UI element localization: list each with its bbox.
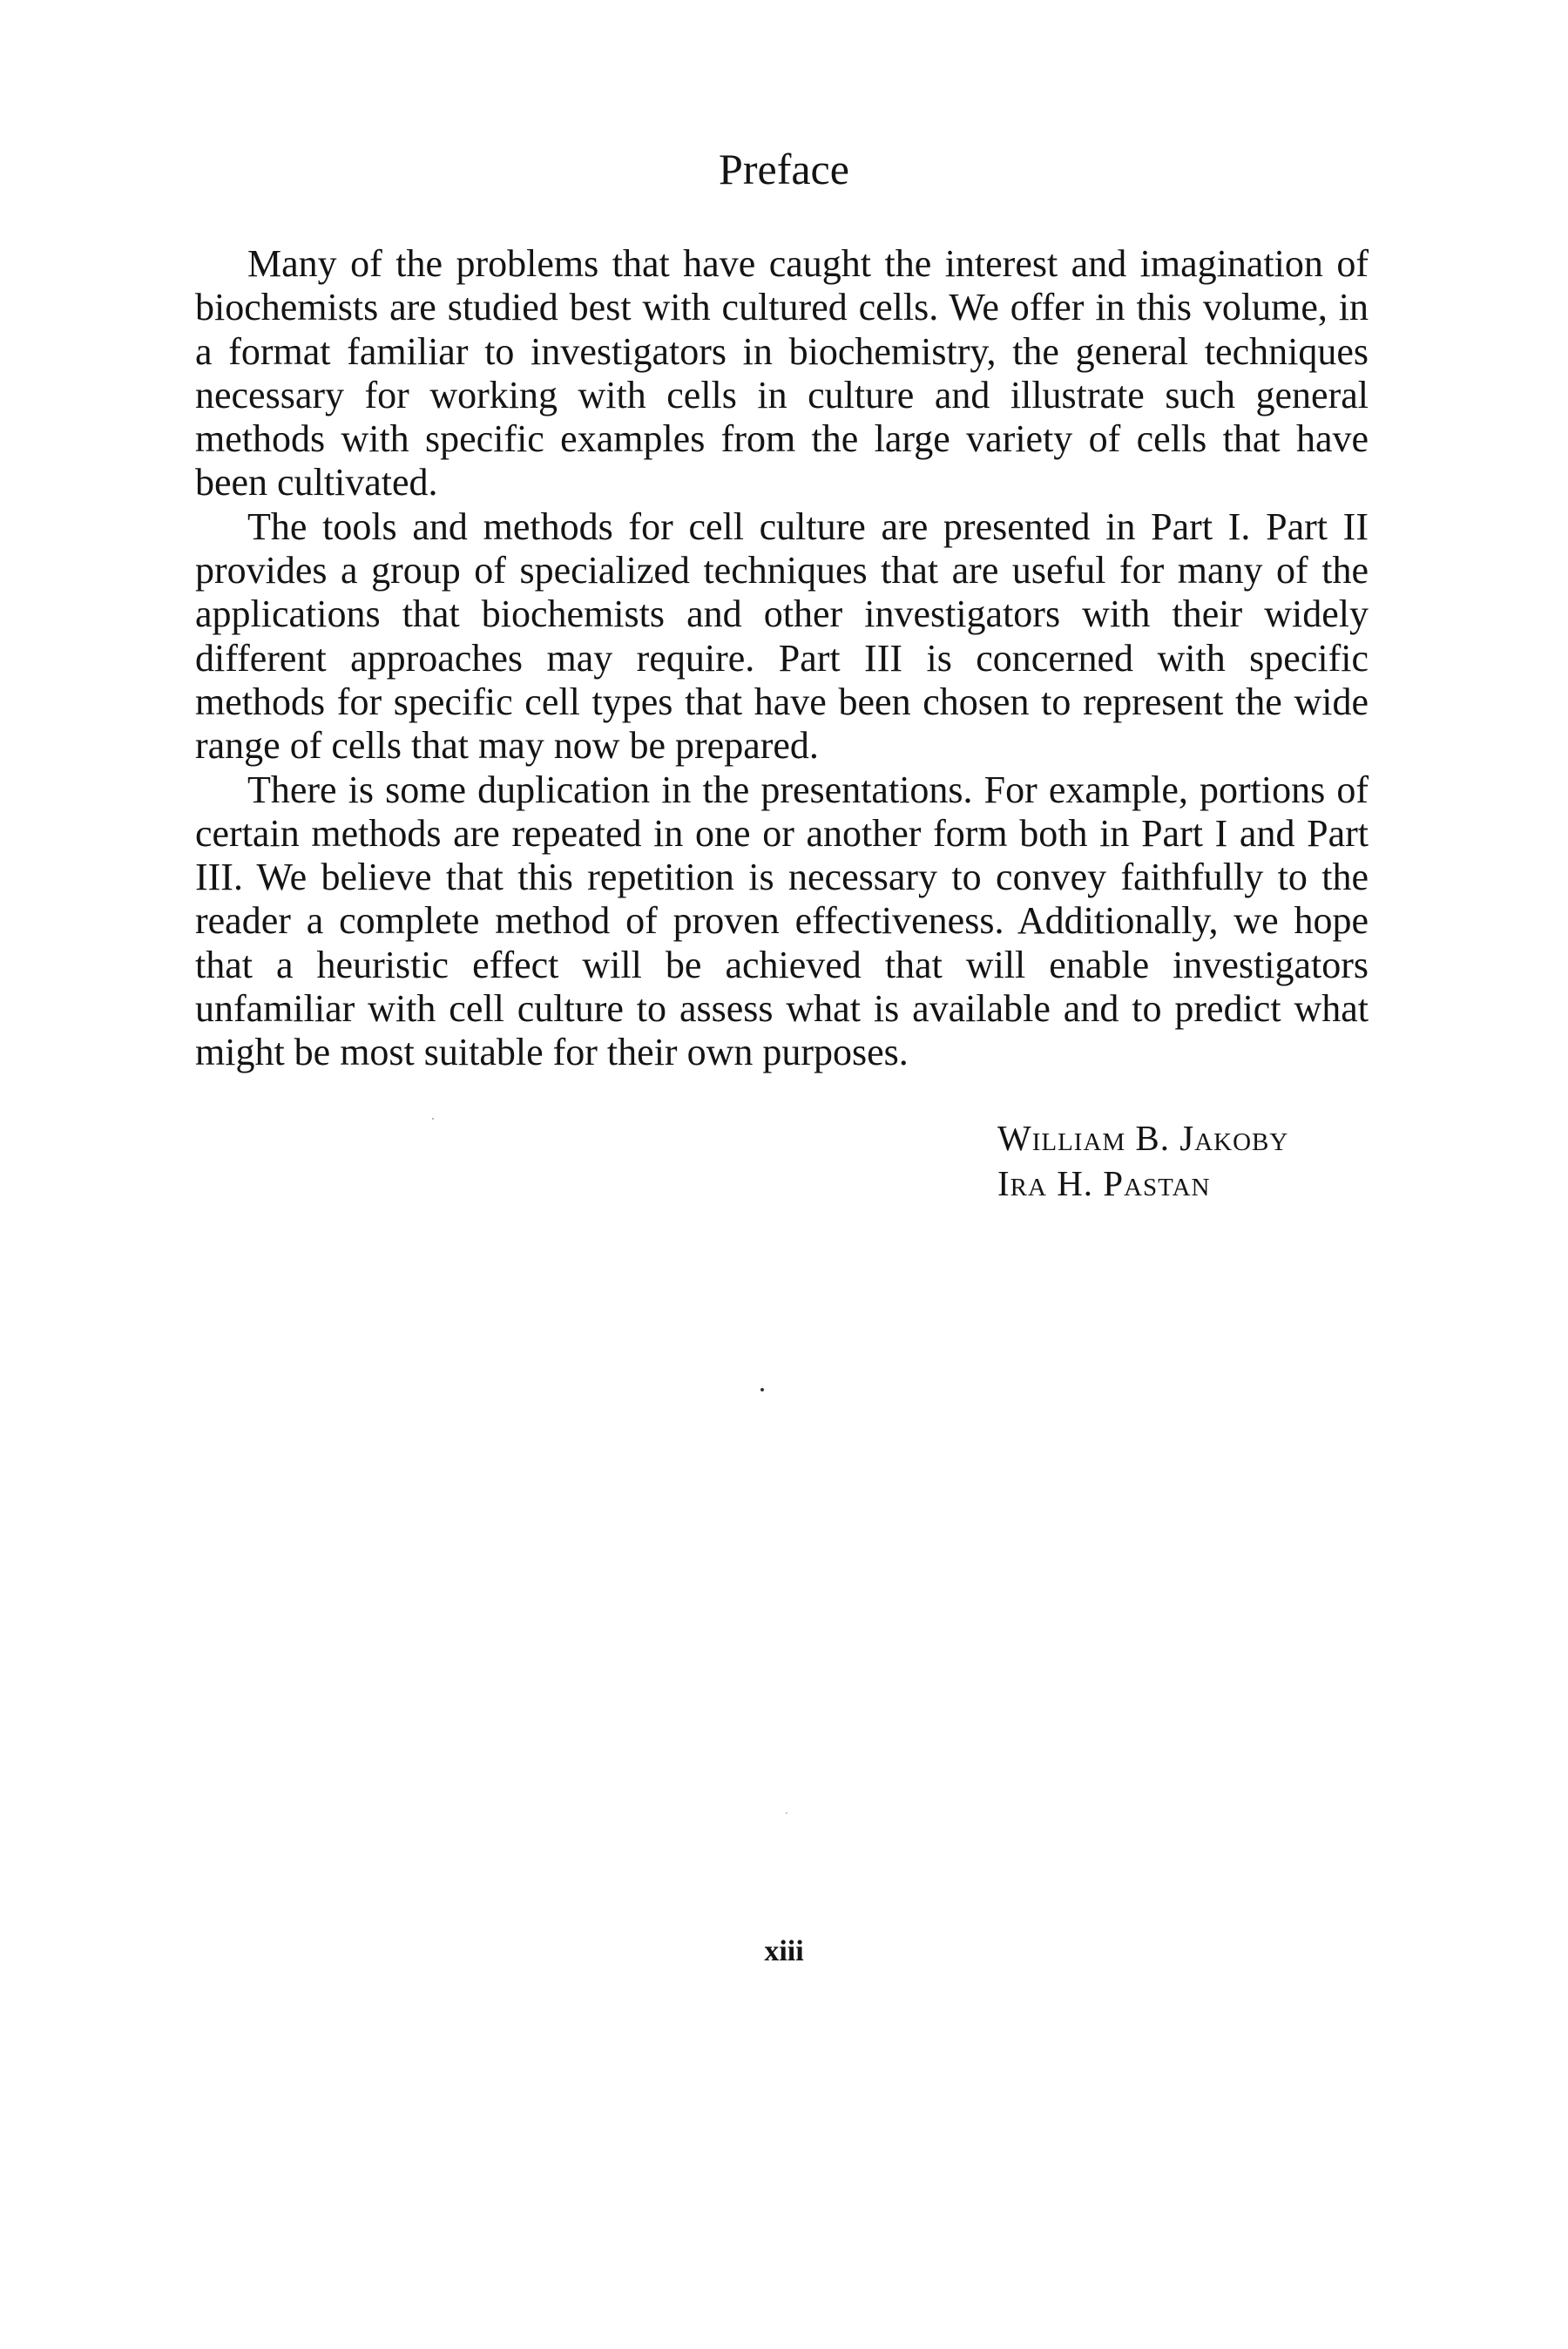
print-speck bbox=[786, 1812, 787, 1814]
signature-block bbox=[997, 1115, 1288, 1206]
signatory-1: William B. Jakoby bbox=[997, 1118, 1289, 1158]
paragraph-3: There is some duplication in the presentations. For example, portions of certain methods are repeated in one or another form both in Part I and Part III. We believe that this repetition is necessary to convey faithfully to the reader a complete method of proven effectiveness. Additionally, we hope that a heuristic effect will be achieved that will enable investigators unfamiliar with cell culture to assess what is available and to predict what might be most suitable for their own purposes. bbox=[195, 768, 1369, 1074]
page-title: Preface bbox=[719, 145, 849, 193]
print-speck bbox=[760, 1388, 764, 1391]
signatory-2: Ira H. Pastan bbox=[997, 1163, 1211, 1203]
paragraph-2: The tools and methods for cell culture are presented in Part I. Part II provides a group of specialized techniques that are useful for many of the applications that biochemists and other investigators with their widely different approaches may require. Part III is concerned with specific methods for specific cell types that have been chosen to represent the wide range of cells that may now be prepared. bbox=[195, 504, 1369, 768]
preface-body bbox=[195, 242, 1369, 1075]
paragraph-1: Many of the problems that have caught the interest and imagination of biochemists are studied best with cultured cells. We offer in this volume, in a format familiar to investigators in biochemistry, the general techniques necessary for working with cells in culture and illustrate such general methods with specific examples from the large variety of cells that have been cultivated. bbox=[195, 242, 1369, 504]
print-speck bbox=[432, 1118, 434, 1120]
page-number: xiii bbox=[764, 1935, 804, 1967]
